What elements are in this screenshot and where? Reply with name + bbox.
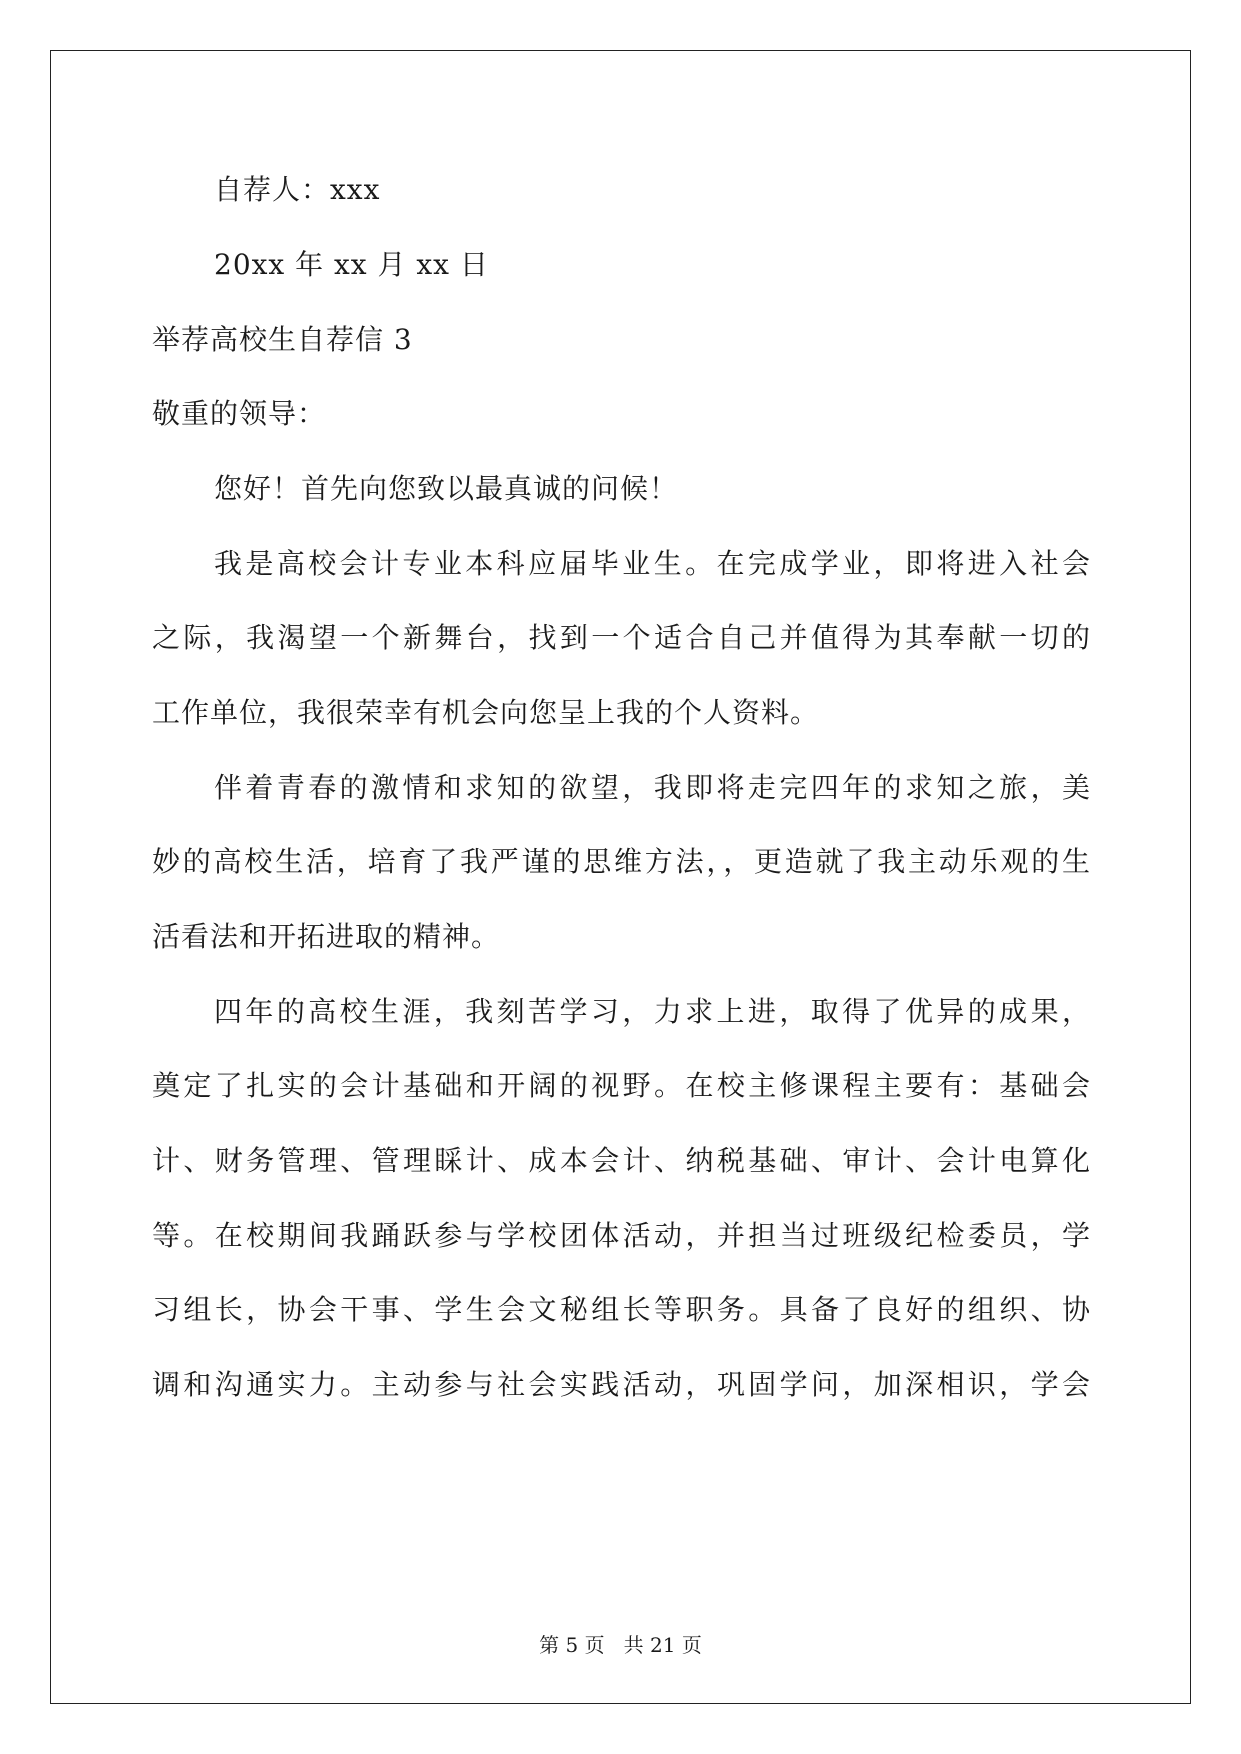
- section-title: 举荐高校生自荐信 3: [152, 323, 413, 356]
- page-number-footer: 第 5 页 共 21 页: [539, 1633, 702, 1657]
- paragraph-line: 等。在校期间我踊跃参与学校团体活动，并担当过班级纪检委员，学: [152, 1219, 1090, 1252]
- paragraph-line: 伴着青春的激情和求知的欲望，我即将走完四年的求知之旅，美: [214, 771, 1090, 804]
- paragraph-line: 奠定了扎实的会计基础和开阔的视野。在校主修课程主要有：基础会: [152, 1069, 1090, 1102]
- salutation: 敬重的领导：: [152, 397, 327, 430]
- paragraph-line: 妙的高校生活，培育了我严谨的思维方法，，更造就了我主动乐观的生: [152, 845, 1090, 878]
- paragraph-line: 活看法和开拓进取的精神。: [152, 920, 501, 953]
- paragraph-line: 计、财务管理、管理睬计、成本会计、纳税基础、审计、会计电算化: [152, 1144, 1090, 1177]
- paragraph-line: 工作单位，我很荣幸有机会向您呈上我的个人资料。: [152, 696, 820, 729]
- paragraph-line: 习组长，协会干事、学生会文秘组长等职务。具备了良好的组织、协: [152, 1293, 1090, 1326]
- signature-line: 自荐人：xxx: [214, 173, 381, 206]
- paragraph-line: 四年的高校生涯，我刻苦学习，力求上进，取得了优异的成果，: [214, 995, 1090, 1028]
- greeting: 您好！首先向您致以最真诚的问候！: [214, 472, 679, 505]
- date-line: 20xx 年 xx 月 xx 日: [214, 248, 489, 281]
- paragraph-line: 我是高校会计专业本科应届毕业生。在完成学业，即将进入社会: [214, 547, 1090, 580]
- paragraph-line: 之际，我渴望一个新舞台，找到一个适合自己并值得为其奉献一切的: [152, 621, 1090, 654]
- paragraph-line: 调和沟通实力。主动参与社会实践活动，巩固学问，加深相识，学会: [152, 1368, 1090, 1401]
